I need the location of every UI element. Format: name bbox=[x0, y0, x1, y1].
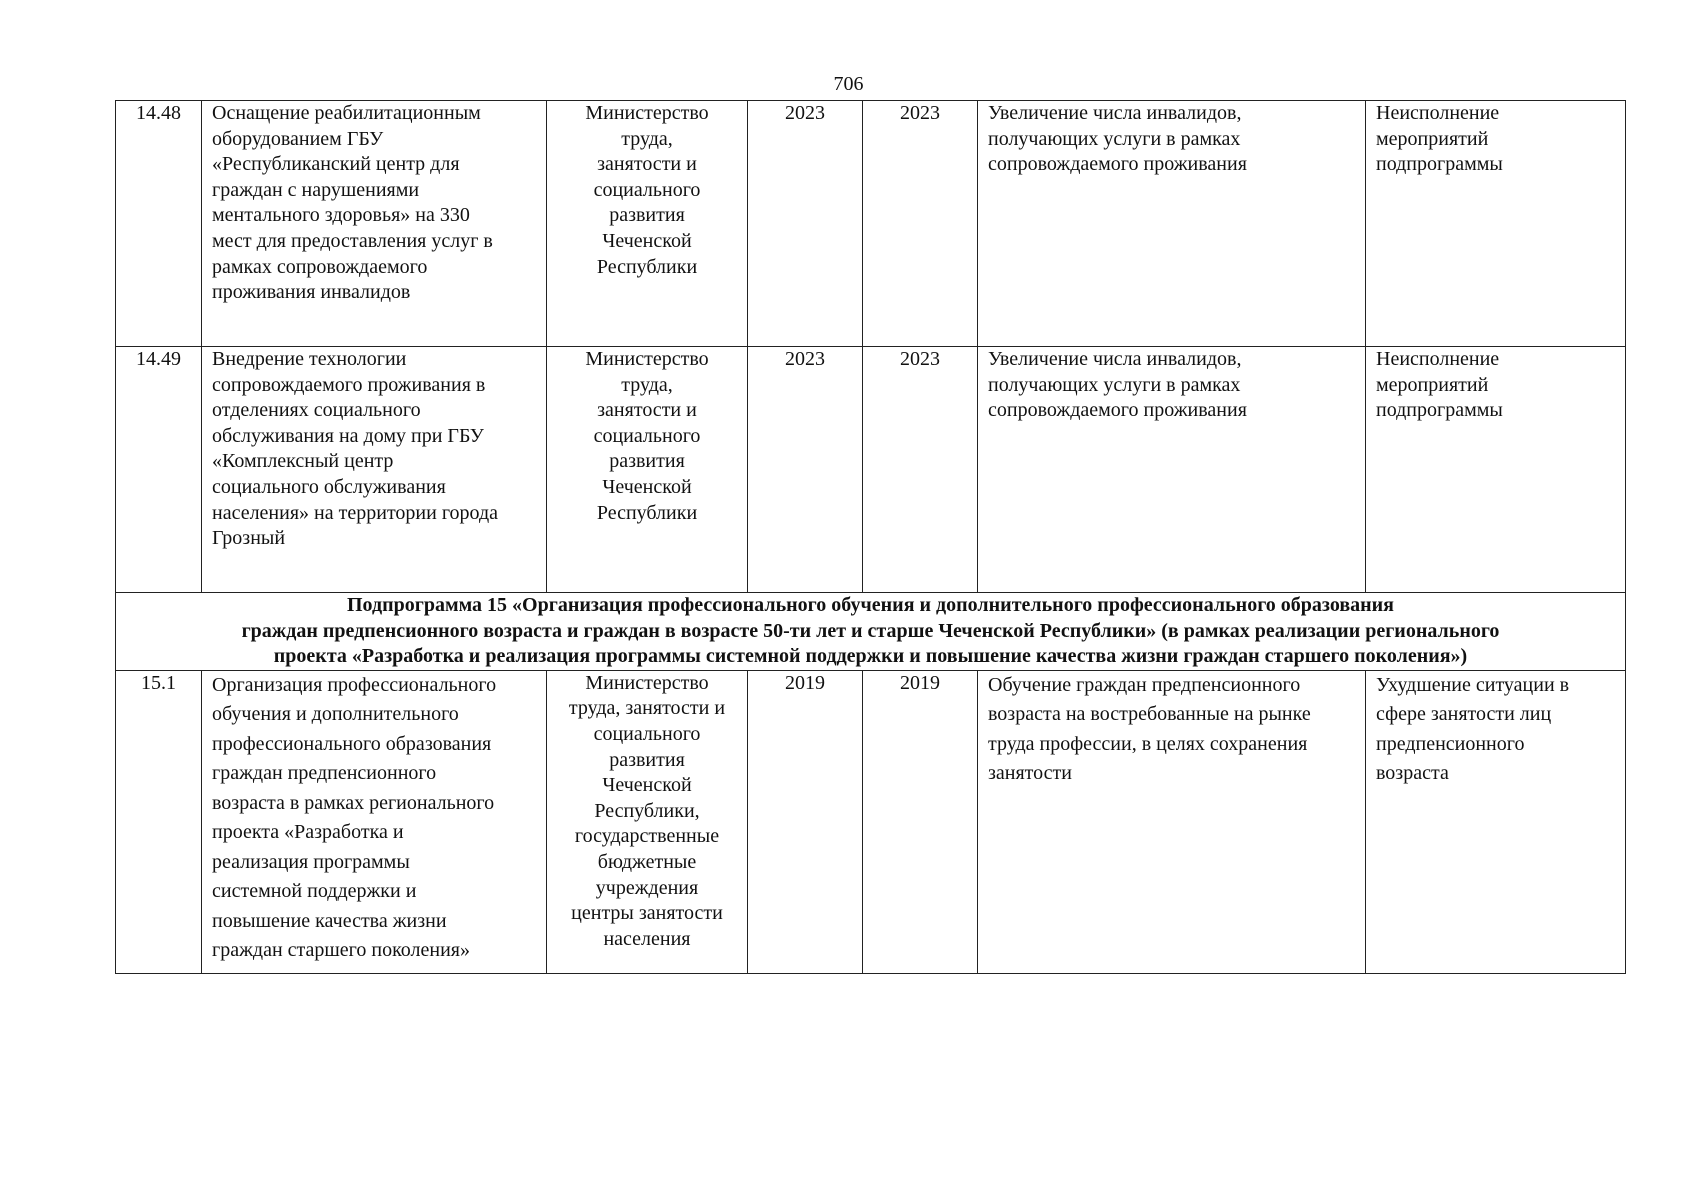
expected-result: Увеличение числа инвалидов, получающих услуги в рамках сопровождаемого проживания bbox=[978, 347, 1366, 593]
measure-name: Оснащение реабилитационным оборудованием ГБУ «Республиканский центр для граждан с нарушениями ментального здоровья» на 330 мест для предоставления услуг в рамках сопровождаемого проживания инвалидов bbox=[202, 101, 547, 347]
start-year: 2023 bbox=[748, 101, 863, 347]
start-year: 2019 bbox=[748, 670, 863, 973]
measure-name: Внедрение технологии сопровождаемого проживания в отделениях социального обслуживания на дому при ГБУ «Комплексный центр социального обслуживания населения» на территории города Грозный bbox=[202, 347, 547, 593]
table-row bbox=[116, 347, 1626, 593]
item-number: 15.1 bbox=[116, 670, 202, 973]
measures-table bbox=[115, 100, 1626, 974]
measure-name: Организация профессионального обучения и дополнительного профессионального образования граждан предпенсионного возраста в рамках регионального проекта «Разработка и реализация программы системной поддержки и повышение качества жизни граждан старшего поколения» bbox=[202, 670, 547, 973]
expected-result: Обучение граждан предпенсионного возраста на востребованные на рынке труда профессии, в целях сохранения занятости bbox=[978, 670, 1366, 973]
responsible-executor: Министерство труда, занятости и социального развития Чеченской Республики bbox=[547, 347, 748, 593]
responsible-executor: Министерство труда, занятости и социального развития Чеченской Республики bbox=[547, 101, 748, 347]
item-number: 14.48 bbox=[116, 101, 202, 347]
table-row bbox=[116, 101, 1626, 347]
expected-result: Увеличение числа инвалидов, получающих услуги в рамках сопровождаемого проживания bbox=[978, 101, 1366, 347]
end-year: 2019 bbox=[863, 670, 978, 973]
non-fulfillment-consequence: Неисполнение мероприятий подпрограммы bbox=[1366, 347, 1626, 593]
start-year: 2023 bbox=[748, 347, 863, 593]
item-number: 14.49 bbox=[116, 347, 202, 593]
subprogram-heading-row bbox=[116, 593, 1626, 671]
subprogram-heading: Подпрограмма 15 «Организация профессионального обучения и дополнительного профессионального образования граждан предпенсионного возраста и граждан в возрасте 50-ти лет и старше Чеченской Республики» (в рамках реализации регионального проекта «Разработка и реализация программы системной поддержки и повышение качества жизни граждан старшего поколения») bbox=[116, 593, 1626, 671]
responsible-executor: Министерство труда, занятости и социального развития Чеченской Республики, государственные бюджетные учреждения центры занятости населения bbox=[547, 670, 748, 973]
non-fulfillment-consequence: Неисполнение мероприятий подпрограммы bbox=[1366, 101, 1626, 347]
page-number: 706 bbox=[833, 73, 864, 95]
end-year: 2023 bbox=[863, 347, 978, 593]
table-row bbox=[116, 670, 1626, 973]
end-year: 2023 bbox=[863, 101, 978, 347]
non-fulfillment-consequence: Ухудшение ситуации в сфере занятости лиц предпенсионного возраста bbox=[1366, 670, 1626, 973]
